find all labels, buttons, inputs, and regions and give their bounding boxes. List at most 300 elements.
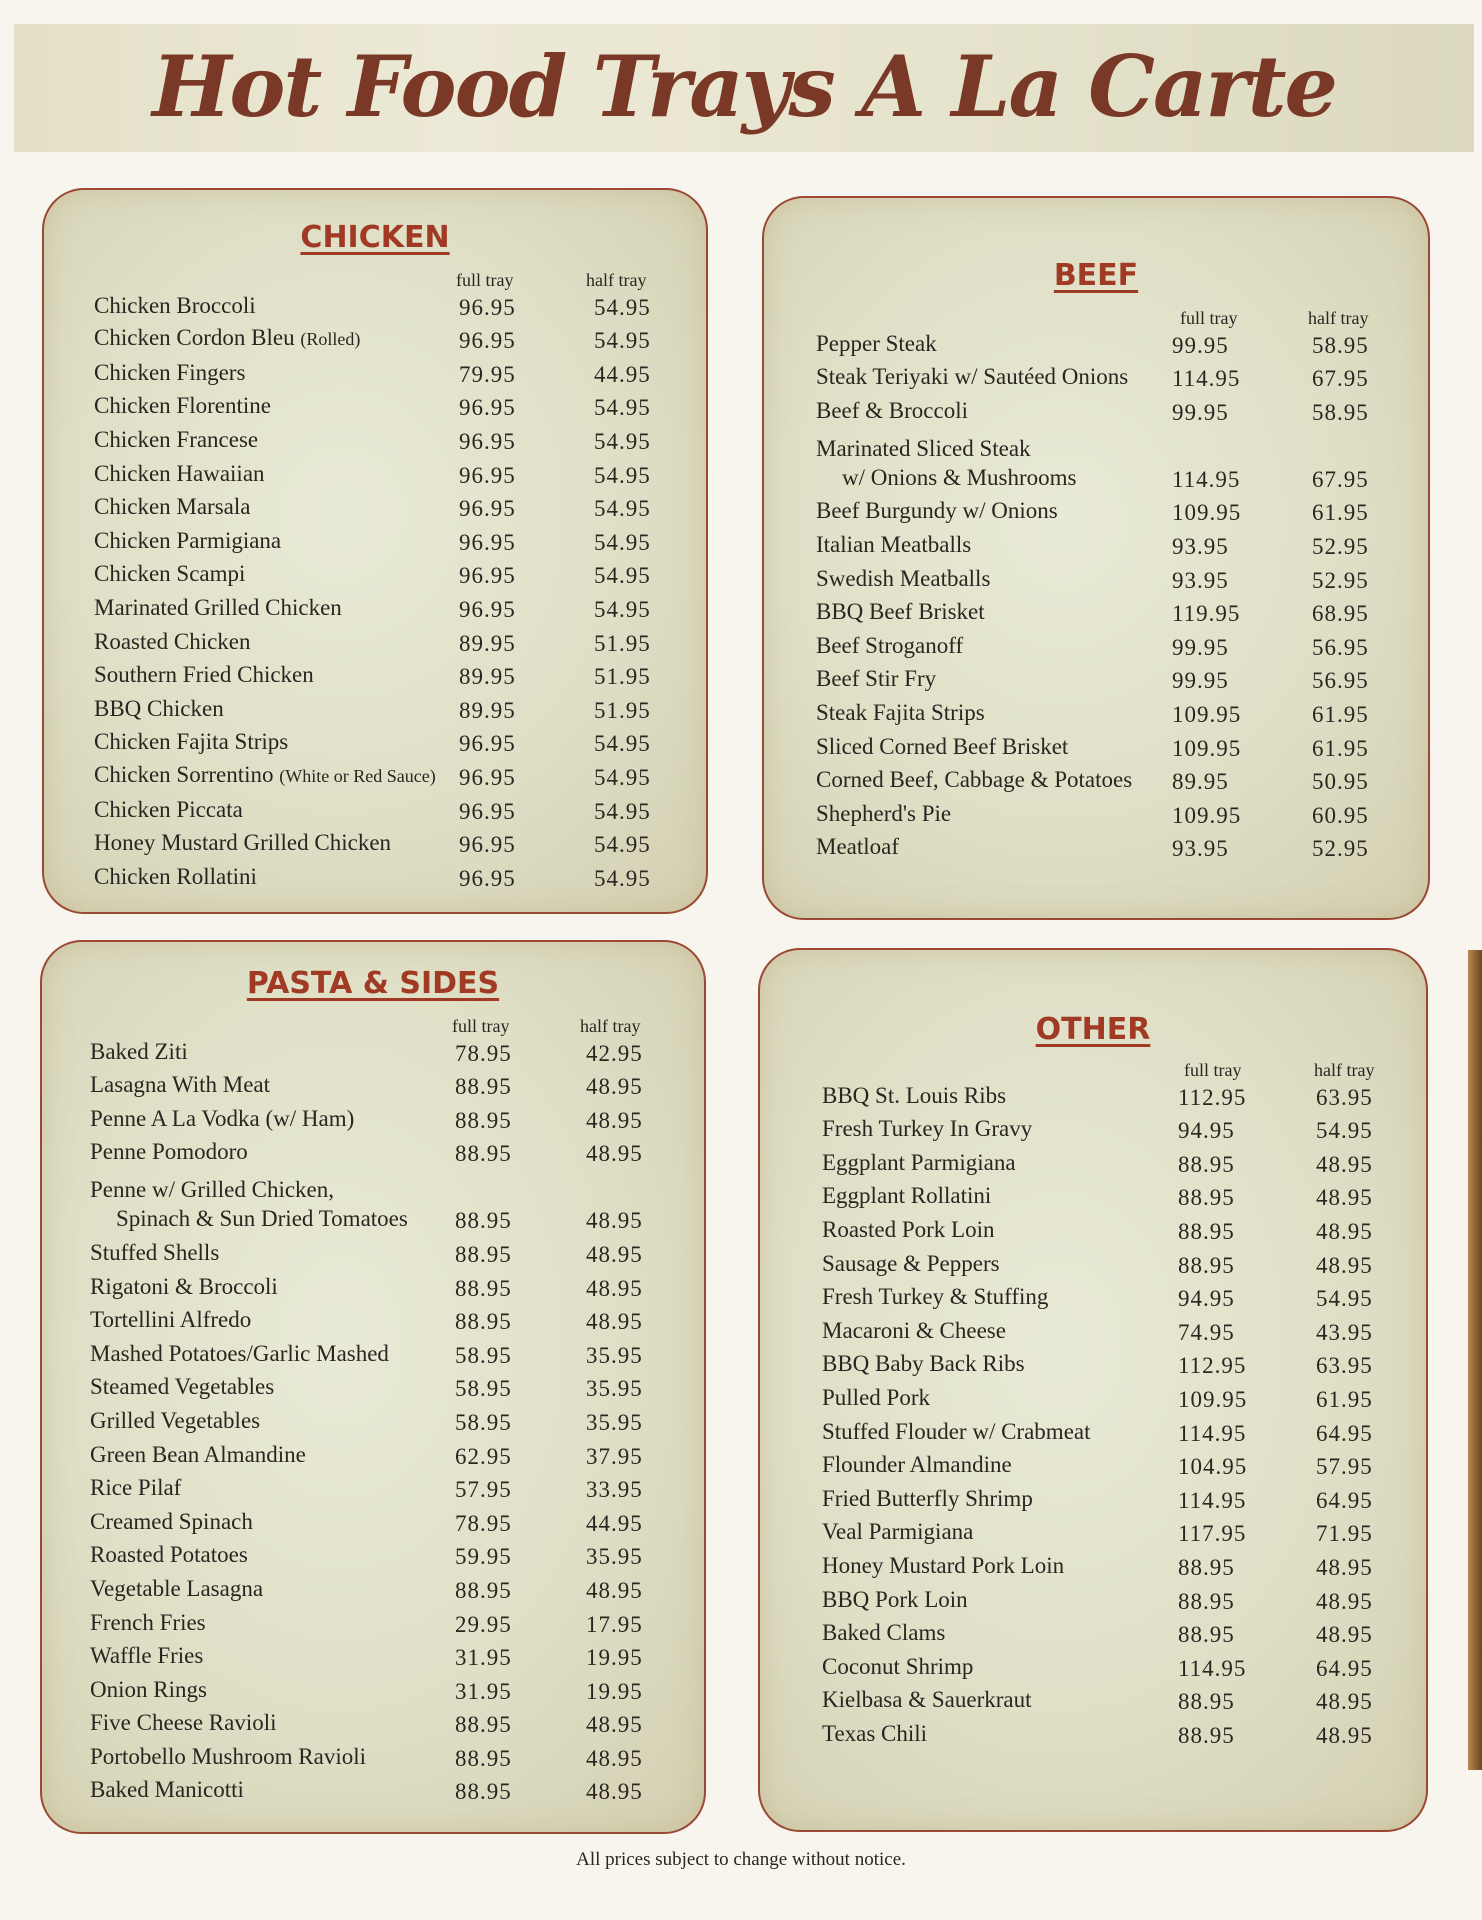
other-list [760, 1080, 1426, 1752]
menu-item-row [42, 1540, 704, 1574]
menu-item-name-text: Steak Fajita Strips [816, 699, 985, 725]
menu-item-row [44, 458, 706, 492]
menu-item-name [94, 728, 288, 756]
half-tray-price: 63.95 [1316, 1353, 1373, 1379]
menu-item-row [760, 1450, 1426, 1484]
menu-item-name-text: Chicken Marsala [94, 494, 251, 520]
half-tray-price: 68.95 [1312, 601, 1369, 627]
full-tray-price: 109.95 [1172, 735, 1242, 761]
half-tray-price: 50.95 [1312, 769, 1369, 795]
half-tray-price: 64.95 [1316, 1487, 1373, 1513]
full-tray-price: 58.95 [455, 1409, 512, 1435]
full-tray-price: 89.95 [459, 630, 516, 656]
menu-item-row [760, 1618, 1426, 1652]
half-tray-price: 48.95 [1316, 1151, 1373, 1177]
menu-item-row [44, 324, 706, 358]
menu-item-name-text: Chicken Broccoli [94, 292, 256, 318]
menu-item-name-text: Beef & Broccoli [816, 397, 969, 423]
menu-item-row [764, 798, 1428, 832]
menu-item-name-text: Chicken Florentine [94, 393, 271, 419]
half-tray-price: 64.95 [1316, 1655, 1373, 1681]
menu-item-name [816, 565, 990, 593]
menu-item-name [94, 695, 224, 723]
menu-item-row [760, 1517, 1426, 1551]
menu-item-name-text: Texas Chili [822, 1720, 928, 1746]
pasta-sides-title: PASTA & SIDES [246, 966, 500, 1001]
menu-item-name [816, 632, 963, 660]
menu-item-row [44, 559, 706, 593]
half-tray-price: 48.95 [586, 1577, 643, 1603]
half-tray-price: 35.95 [586, 1409, 643, 1435]
menu-item-name-text: Tortellini Alfredo [90, 1307, 252, 1333]
menu-item-name-text: Lasagna With Meat [90, 1072, 271, 1098]
full-tray-price: 88.95 [1178, 1554, 1235, 1580]
full-tray-price: 119.95 [1172, 601, 1241, 627]
chicken-panel [42, 188, 708, 914]
menu-item-row [764, 697, 1428, 731]
menu-item-name-text: Roasted Pork Loin [822, 1216, 995, 1242]
menu-item-name [816, 733, 1068, 761]
half-tray-price: 51.95 [594, 697, 651, 723]
menu-item-row [760, 1685, 1426, 1719]
menu-item-row [44, 660, 706, 694]
half-tray-price: 61.95 [1312, 735, 1369, 761]
menu-item-row [42, 1137, 704, 1171]
half-tray-price: 48.95 [586, 1309, 643, 1335]
page-title: Hot Food Trays A La Carte [152, 37, 1336, 136]
menu-item-row [44, 794, 706, 828]
menu-item-name-text: Green Bean Almandine [90, 1441, 306, 1467]
half-tray-price: 54.95 [594, 462, 651, 488]
menu-item-name-text: Chicken Sorrentino [94, 761, 274, 787]
full-tray-price: 58.95 [455, 1376, 512, 1402]
menu-item-name [822, 1619, 945, 1647]
beef-panel [762, 196, 1430, 920]
menu-item-name [822, 1418, 1091, 1446]
menu-item-name [822, 1283, 1048, 1311]
chicken-half-tray-header: half tray [586, 270, 647, 290]
menu-item-name-text: Beef Burgundy w/ Onions [816, 498, 1058, 524]
menu-item-name-text: Steamed Vegetables [90, 1374, 275, 1400]
full-tray-price: 96.95 [459, 395, 516, 421]
menu-item-name [822, 1384, 930, 1412]
menu-item-row [42, 1170, 704, 1237]
menu-item-row [44, 828, 706, 862]
menu-item-name [90, 1306, 251, 1334]
menu-item-row [42, 1405, 704, 1439]
half-tray-price: 35.95 [586, 1376, 643, 1402]
full-tray-price: 93.95 [1172, 836, 1229, 862]
menu-item-name [90, 1441, 306, 1469]
menu-item-row [44, 861, 706, 895]
other-title: OTHER [1035, 1012, 1151, 1047]
menu-item-name-text: Southern Fried Chicken [94, 662, 314, 688]
menu-item-name-text: Corned Beef, Cabbage & Potatoes [816, 767, 1133, 793]
menu-item-row [44, 391, 706, 425]
half-tray-price: 61.95 [1312, 701, 1369, 727]
menu-item-name-text: Fresh Turkey In Gravy [822, 1116, 1033, 1142]
menu-item-row [44, 492, 706, 526]
full-tray-price: 117.95 [1178, 1521, 1247, 1547]
menu-item-row [42, 1641, 704, 1675]
full-tray-price: 93.95 [1172, 533, 1229, 559]
menu-item-note: (White or Red Sauce) [279, 765, 436, 786]
menu-item-row [764, 597, 1428, 631]
menu-item-name [94, 460, 265, 488]
full-tray-price: 96.95 [459, 529, 516, 555]
menu-item-name [90, 1407, 260, 1435]
half-tray-price: 54.95 [1316, 1286, 1373, 1312]
menu-item-name-text: Onion Rings [90, 1676, 207, 1702]
full-tray-price: 88.95 [455, 1141, 512, 1167]
full-tray-price: 114.95 [1172, 466, 1241, 492]
full-tray-price: 88.95 [455, 1745, 512, 1771]
full-tray-price: 78.95 [455, 1510, 512, 1536]
half-tray-price: 54.95 [594, 865, 651, 891]
menu-item-row [760, 1282, 1426, 1316]
full-tray-price: 88.95 [455, 1107, 512, 1133]
full-tray-price: 96.95 [459, 496, 516, 522]
menu-item-row [760, 1315, 1426, 1349]
menu-item-name-text: Meatloaf [816, 834, 900, 860]
half-tray-price: 64.95 [1316, 1420, 1373, 1446]
half-tray-price: 52.95 [1312, 533, 1369, 559]
menu-item-row [42, 1103, 704, 1137]
menu-item-name [94, 426, 258, 454]
menu-item-name-text: BBQ Beef Brisket [816, 599, 985, 625]
full-tray-price: 96.95 [459, 462, 516, 488]
full-tray-price: 109.95 [1172, 802, 1242, 828]
menu-item-name [816, 800, 951, 828]
full-tray-price: 88.95 [1178, 1252, 1235, 1278]
full-tray-price: 93.95 [1172, 567, 1229, 593]
full-tray-price: 112.95 [1178, 1353, 1247, 1379]
half-tray-price: 61.95 [1312, 500, 1369, 526]
menu-item-name [816, 598, 985, 626]
half-tray-price: 17.95 [586, 1611, 643, 1637]
half-tray-price: 42.95 [586, 1040, 643, 1066]
menu-item-row [764, 529, 1428, 563]
half-tray-price: 35.95 [586, 1544, 643, 1570]
menu-item-row [42, 1439, 704, 1473]
full-tray-price: 96.95 [459, 428, 516, 454]
menu-item-name-text: Chicken Scampi [94, 561, 246, 587]
menu-item-row [760, 1349, 1426, 1383]
menu-item-name-text: Sliced Corned Beef Brisket [816, 733, 1069, 759]
beef-half-tray-header: half tray [1308, 308, 1369, 328]
full-tray-price: 89.95 [1172, 769, 1229, 795]
pasta-half-tray-header: half tray [580, 1016, 641, 1036]
menu-item-row [42, 1506, 704, 1540]
menu-item-name [94, 628, 251, 656]
menu-item-name [90, 1273, 278, 1301]
half-tray-price: 57.95 [1316, 1454, 1373, 1480]
half-tray-price: 48.95 [586, 1712, 643, 1738]
menu-item-name-text: Portobello Mushroom Ravioli [90, 1743, 366, 1769]
menu-item-name-text: Five Cheese Ravioli [90, 1710, 277, 1736]
menu-item-note: (Rolled) [300, 329, 361, 350]
menu-item-name [94, 392, 271, 420]
menu-item-row [44, 357, 706, 391]
menu-item-row [760, 1550, 1426, 1584]
half-tray-price: 48.95 [586, 1208, 643, 1234]
menu-item-name [90, 1642, 203, 1670]
menu-item-name-text: Mashed Potatoes/Garlic Mashed [90, 1340, 389, 1366]
menu-item-name [90, 1474, 181, 1502]
menu-item-name-text: Chicken Cordon Bleu [94, 325, 295, 351]
menu-item-name-text: Creamed Spinach [90, 1508, 253, 1534]
menu-item-row [42, 1741, 704, 1775]
menu-item-name [90, 1340, 389, 1368]
menu-item-name [90, 1609, 206, 1637]
menu-item-row [44, 626, 706, 660]
full-tray-price: 74.95 [1178, 1319, 1235, 1345]
menu-item-name [90, 1138, 248, 1166]
menu-item-name-text: Penne A La Vodka (w/ Ham) [90, 1105, 355, 1131]
menu-item-name [822, 1653, 973, 1681]
menu-item-name-text: Chicken Fajita Strips [94, 729, 289, 755]
half-tray-price: 54.95 [594, 563, 651, 589]
menu-item-name-text: Eggplant Parmigiana [822, 1149, 1016, 1175]
menu-item-name-text: Steak Teriyaki w/ Sautéed Onions [816, 364, 1129, 390]
menu-item-row [764, 563, 1428, 597]
menu-item-name-text: Baked Manicotti [90, 1777, 244, 1803]
full-tray-price: 109.95 [1178, 1386, 1248, 1412]
menu-item-name-text: BBQ Pork Loin [822, 1586, 968, 1612]
full-tray-price: 88.95 [1178, 1218, 1235, 1244]
menu-item-name [816, 397, 968, 425]
full-tray-price: 88.95 [1178, 1722, 1235, 1748]
menu-item-name-text: Roasted Potatoes [90, 1542, 248, 1568]
half-tray-price: 48.95 [586, 1107, 643, 1133]
full-tray-price: 114.95 [1172, 366, 1241, 392]
half-tray-price: 58.95 [1312, 332, 1369, 358]
menu-item-name-text: Beef Stroganoff [816, 632, 964, 658]
menu-item-row [42, 1708, 704, 1742]
half-tray-price: 54.95 [594, 328, 651, 354]
menu-item-name-text: Honey Mustard Grilled Chicken [94, 830, 392, 856]
menu-item-name-text: Chicken Francese [94, 426, 259, 452]
menu-item-row [760, 1080, 1426, 1114]
menu-item-row [44, 424, 706, 458]
menu-item-row [42, 1372, 704, 1406]
page-edge-photo [1468, 950, 1482, 1770]
menu-item-name-text: Italian Meatballs [816, 531, 972, 557]
menu-item-name-text: Roasted Chicken [94, 628, 251, 654]
menu-item-row [764, 328, 1428, 362]
menu-item-row [760, 1181, 1426, 1215]
menu-item-name-text: Swedish Meatballs [816, 565, 991, 591]
half-tray-price: 48.95 [586, 1141, 643, 1167]
half-tray-price: 54.95 [594, 764, 651, 790]
half-tray-price: 56.95 [1312, 634, 1369, 660]
menu-item-name-text: Flounder Almandine [822, 1452, 1012, 1478]
menu-item-row [760, 1718, 1426, 1752]
menu-item-name [90, 1743, 366, 1771]
menu-item-row [44, 592, 706, 626]
menu-item-name [90, 1038, 188, 1066]
menu-item-name [822, 1350, 1025, 1378]
menu-item-name-text: Chicken Parmigiana [94, 527, 282, 553]
menu-item-row [764, 832, 1428, 866]
full-tray-price: 88.95 [455, 1577, 512, 1603]
menu-item-name [90, 1541, 248, 1569]
menu-item-row [44, 290, 706, 324]
half-tray-price: 44.95 [594, 361, 651, 387]
full-tray-price: 94.95 [1178, 1118, 1235, 1144]
menu-item-name-text: Kielbasa & Sauerkraut [822, 1687, 1032, 1713]
menu-item-row [764, 496, 1428, 530]
menu-item-row [42, 1305, 704, 1339]
beef-full-tray-header: full tray [1180, 308, 1238, 328]
full-tray-price: 104.95 [1178, 1454, 1248, 1480]
menu-item-name [94, 324, 360, 353]
half-tray-price: 61.95 [1316, 1386, 1373, 1412]
half-tray-price: 48.95 [586, 1745, 643, 1771]
menu-item-name-text: Beef Stir Fry [816, 666, 937, 692]
menu-item-name [822, 1485, 1033, 1513]
full-tray-price: 99.95 [1172, 332, 1229, 358]
menu-item-name [94, 292, 256, 320]
menu-item-name [90, 1105, 354, 1133]
menu-item-row [42, 1338, 704, 1372]
menu-item-name [94, 761, 436, 790]
full-tray-price: 109.95 [1172, 500, 1242, 526]
menu-item-name-text: Stuffed Flouder w/ Crabmeat [822, 1418, 1091, 1444]
half-tray-price: 58.95 [1312, 399, 1369, 425]
menu-item-name-text: Fried Butterfly Shrimp [822, 1485, 1033, 1511]
full-tray-price: 88.95 [1178, 1622, 1235, 1648]
full-tray-price: 88.95 [1178, 1588, 1235, 1614]
full-tray-price: 96.95 [459, 328, 516, 354]
half-tray-price: 48.95 [1316, 1622, 1373, 1648]
menu-item-name [822, 1216, 995, 1244]
full-tray-price: 29.95 [455, 1611, 512, 1637]
pasta-full-tray-header: full tray [452, 1016, 510, 1036]
half-tray-price: 19.95 [586, 1678, 643, 1704]
menu-item-name [816, 665, 936, 693]
menu-item-name [90, 1709, 277, 1737]
menu-item-name [822, 1115, 1032, 1143]
half-tray-price: 60.95 [1312, 802, 1369, 828]
menu-item-name [90, 1676, 207, 1704]
half-tray-price: 48.95 [586, 1275, 643, 1301]
menu-item-name-text: Sausage & Peppers [822, 1250, 1000, 1276]
menu-item-row [42, 1674, 704, 1708]
full-tray-price: 88.95 [455, 1779, 512, 1805]
menu-item-name-text: Eggplant Rollatini [822, 1183, 992, 1209]
half-tray-price: 33.95 [586, 1477, 643, 1503]
menu-item-row [760, 1214, 1426, 1248]
other-full-tray-header: full tray [1184, 1060, 1242, 1080]
menu-item-name-text: Penne w/ Grilled Chicken, [90, 1177, 335, 1203]
menu-item-name [90, 1776, 244, 1804]
menu-item-row [42, 1607, 704, 1641]
menu-item-name-text: Chicken Rollatini [94, 863, 257, 889]
menu-item-name-text: French Fries [90, 1609, 206, 1635]
half-tray-price: 48.95 [1316, 1554, 1373, 1580]
half-tray-price: 51.95 [594, 630, 651, 656]
full-tray-price: 31.95 [455, 1645, 512, 1671]
full-tray-price: 114.95 [1178, 1655, 1247, 1681]
menu-item-row [42, 1237, 704, 1271]
menu-item-name-text: Chicken Fingers [94, 359, 246, 385]
menu-item-name [94, 594, 342, 622]
full-tray-price: 79.95 [459, 361, 516, 387]
half-tray-price: 52.95 [1312, 567, 1369, 593]
menu-item-name-continued: Spinach & Sun Dried Tomatoes [116, 1206, 408, 1232]
menu-item-name-text: Macaroni & Cheese [822, 1317, 1006, 1343]
menu-item-name [90, 1508, 253, 1536]
full-tray-price: 96.95 [459, 596, 516, 622]
menu-item-name-continued: w/ Onions & Mushrooms [842, 464, 1077, 490]
menu-item-name [822, 1518, 973, 1546]
half-tray-price: 52.95 [1312, 836, 1369, 862]
full-tray-price: 59.95 [455, 1544, 512, 1570]
beef-title: BEEF [1053, 258, 1139, 293]
menu-item-name [822, 1250, 1000, 1278]
half-tray-price: 44.95 [586, 1510, 643, 1536]
full-tray-price: 88.95 [1178, 1689, 1235, 1715]
menu-item-name-text: Fresh Turkey & Stuffing [822, 1284, 1049, 1310]
menu-item-name [816, 833, 899, 861]
menu-item-name [94, 796, 243, 824]
half-tray-price: 54.95 [594, 395, 651, 421]
menu-item-name-text: Vegetable Lasagna [90, 1575, 264, 1601]
half-tray-price: 67.95 [1312, 466, 1369, 492]
other-panel [758, 948, 1428, 1832]
half-tray-price: 48.95 [1316, 1252, 1373, 1278]
menu-item-row [764, 630, 1428, 664]
menu-item-row [42, 1573, 704, 1607]
full-tray-price: 96.95 [459, 731, 516, 757]
menu-item-name [816, 363, 1128, 391]
menu-item-name-text: Honey Mustard Pork Loin [822, 1552, 1065, 1578]
menu-item-row [760, 1483, 1426, 1517]
half-tray-price: 48.95 [1316, 1689, 1373, 1715]
menu-item-name [822, 1317, 1006, 1345]
menu-item-name [822, 1686, 1031, 1714]
other-half-tray-header: half tray [1314, 1060, 1375, 1080]
full-tray-price: 88.95 [455, 1309, 512, 1335]
menu-item-name-text: Waffle Fries [90, 1643, 204, 1669]
menu-item-name-text: BBQ St. Louis Ribs [822, 1082, 1007, 1108]
half-tray-price: 71.95 [1316, 1521, 1373, 1547]
full-tray-price: 99.95 [1172, 634, 1229, 660]
half-tray-price: 48.95 [586, 1779, 643, 1805]
menu-item-name [822, 1720, 927, 1748]
half-tray-price: 19.95 [586, 1645, 643, 1671]
full-tray-price: 99.95 [1172, 399, 1229, 425]
menu-item-row [44, 693, 706, 727]
full-tray-price: 88.95 [455, 1074, 512, 1100]
menu-item-name [94, 863, 257, 891]
menu-item-name [816, 330, 937, 358]
menu-item-row [42, 1271, 704, 1305]
menu-item-name-text: Pulled Pork [822, 1384, 930, 1410]
chicken-list [44, 290, 706, 895]
menu-item-row [42, 1473, 704, 1507]
menu-item-row [760, 1584, 1426, 1618]
menu-item-name [90, 1175, 408, 1233]
menu-item-name [816, 497, 1058, 525]
menu-item-row [760, 1248, 1426, 1282]
menu-item-row [764, 362, 1428, 396]
full-tray-price: 112.95 [1178, 1084, 1247, 1110]
half-tray-price: 54.95 [594, 596, 651, 622]
menu-item-row [764, 664, 1428, 698]
menu-item-name [822, 1586, 968, 1614]
